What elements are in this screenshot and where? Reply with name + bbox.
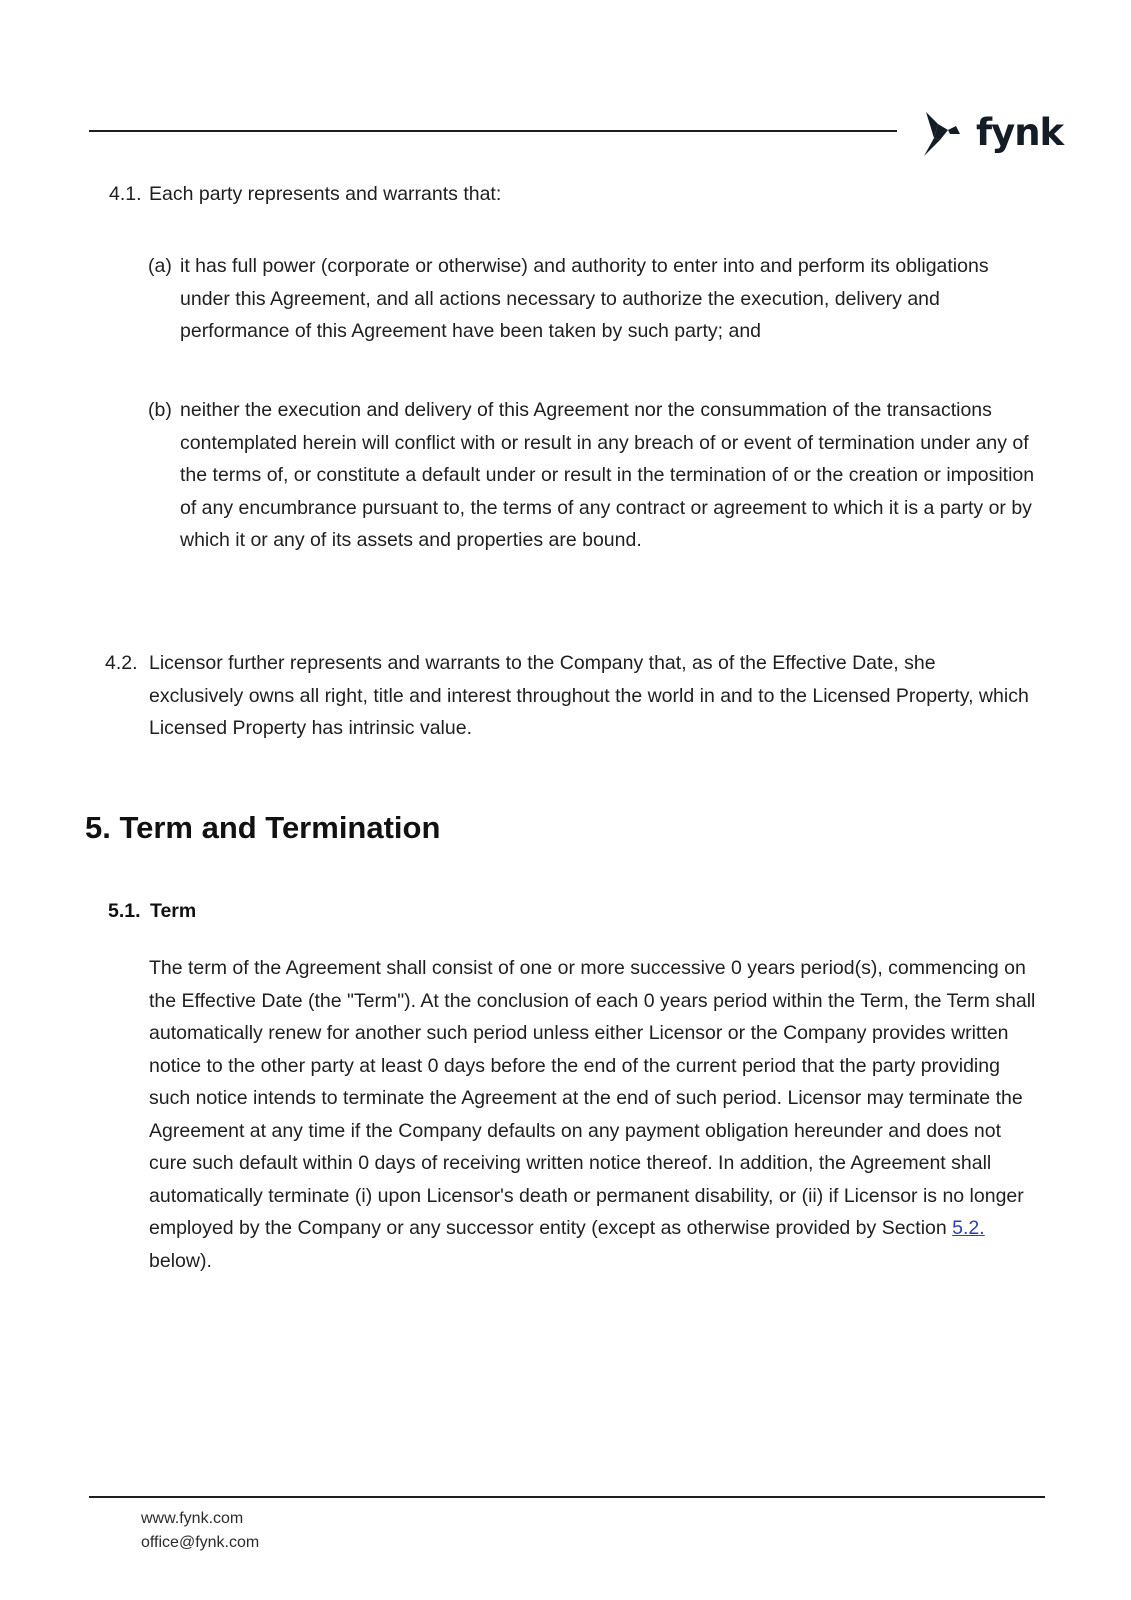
fynk-logo — [920, 104, 1063, 160]
clause-number-5-1: 5.1. — [108, 900, 141, 922]
clause-4-1-text: Each party represents and warrants that: — [149, 183, 502, 205]
clause-number-4-1: 4.1. — [109, 183, 142, 205]
clause-4-2-text: Licensor further represents and warrants to the Company that, as of the Effective Date, she exclusively owns all right, title and interest throughout the world in and to the Licensed Property, which Licensed Property has intrinsic value. — [149, 652, 1029, 739]
clause-5-1-title: Term — [150, 900, 197, 922]
header-divider — [89, 130, 897, 132]
clause-5-1-text-before: The term of the Agreement shall consist of one or more successive 0 years period(s), commencing on the Effective Date (the "Term"). At the conclusion of each 0 years period within the Term, the Term shall automatically renew for another such period unless either Licensor or the Company provides written notice to the other party at least 0 days before the end of the current period that the party providing such notice intends to terminate the Agreement at the end of such period. Licensor may terminate the Agreement at any time if the Company defaults on any payment obligation hereunder and does not cure such default within 0 days of receiving written notice thereof. In addition, the Agreement shall automatically terminate (i) upon Licensor's death or permanent disability, or (ii) if Licensor is no longer employed by the Company or any successor entity (except as otherwise provided by Section — [149, 957, 1036, 1239]
footer-website: www.fynk.com — [141, 1510, 244, 1527]
footer-email: office@fynk.com — [141, 1534, 260, 1551]
section-5-heading: 5. Term and Termination — [85, 810, 441, 845]
clause-5-1-text-after: below). — [149, 1249, 212, 1272]
clause-number-4-2: 4.2. — [105, 652, 138, 674]
section-5-2-link[interactable]: 5.2. — [952, 1217, 985, 1239]
item-label-a: (a) — [148, 255, 172, 277]
clause-5-1-text — [149, 952, 1044, 1277]
bird-icon — [920, 104, 980, 160]
footer-divider — [89, 1496, 1045, 1498]
item-b-text: neither the execution and delivery of this Agreement nor the consummation of the transactions contemplated herein will conflict with or result in any breach of or event of termination under any of the terms of, or constitute a default under or result in the termination of or the creation or imposition of any encumbrance pursuant to, the terms of any contract or agreement to which it is a party or by which it or any of its assets and properties are bound. — [180, 399, 1035, 551]
item-a-text: it has full power (corporate or otherwise) and authority to enter into and perform its obligations under this Agreement, and all actions necessary to authorize the execution, delivery and performance of this Agreement have been taken by such party; and — [180, 255, 989, 342]
item-label-b: (b) — [148, 399, 172, 421]
logo-text: fynk — [976, 110, 1064, 154]
